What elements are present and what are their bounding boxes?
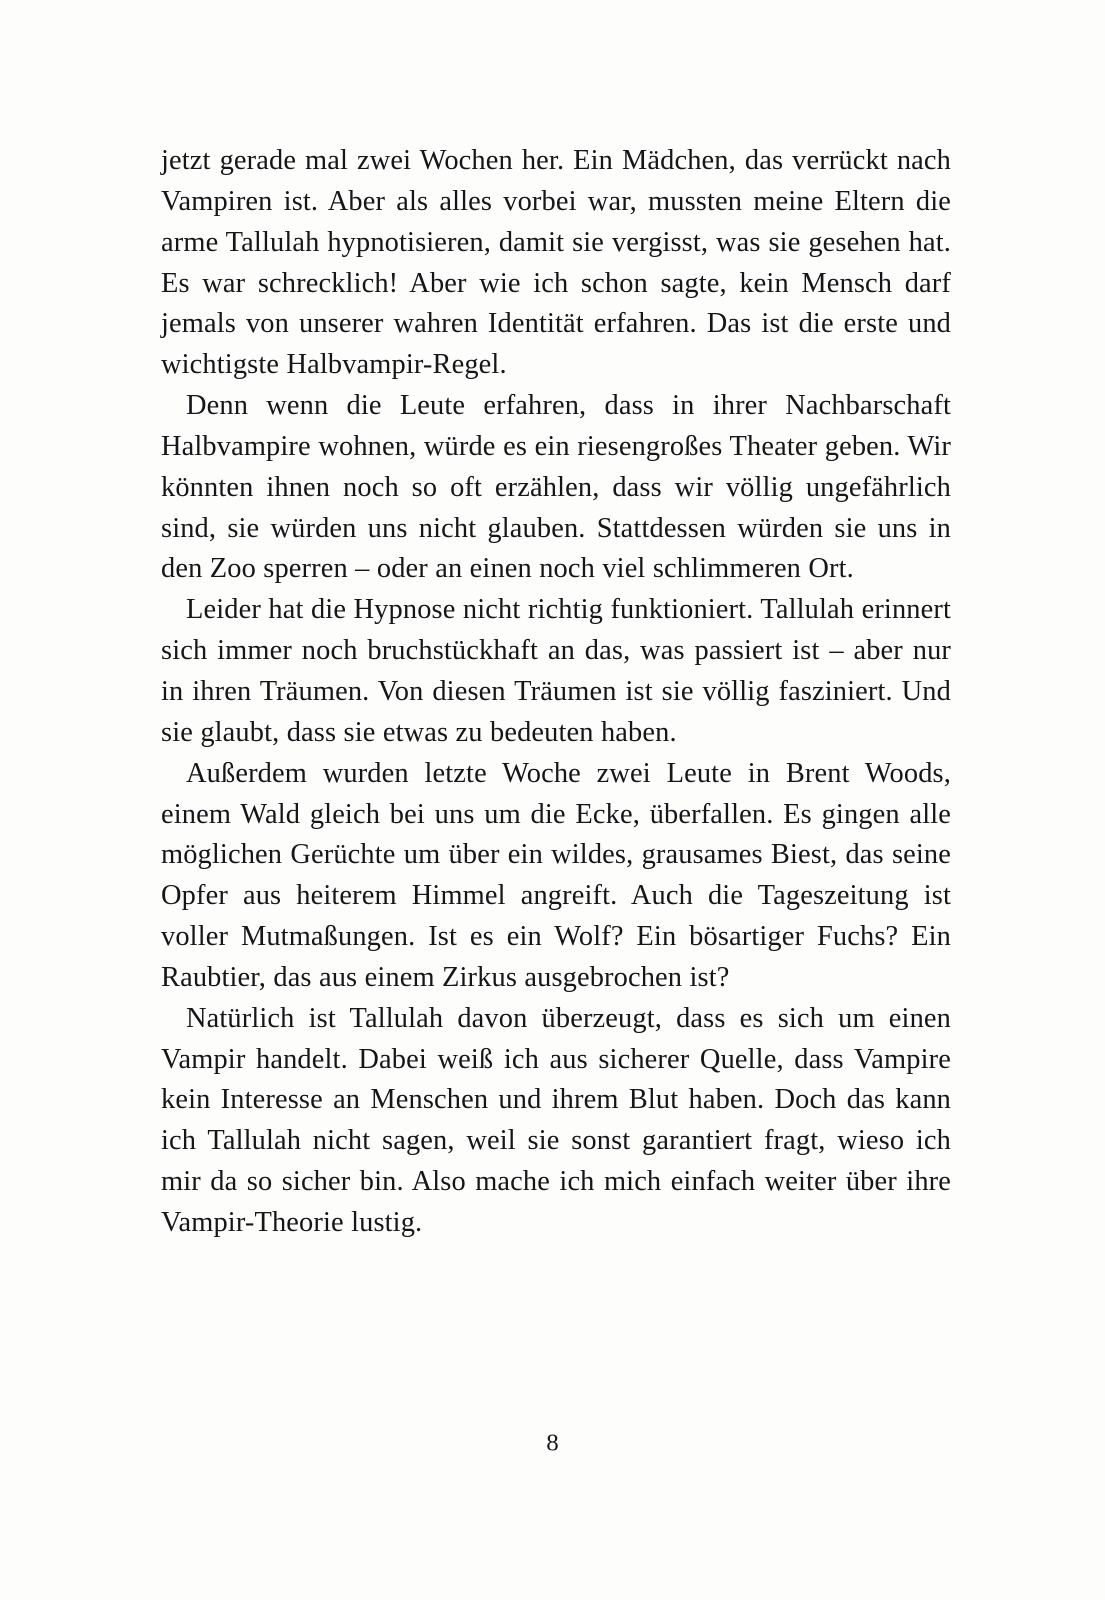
paragraph-3: Leider hat die Hypnose nicht richtig funktioniert. Tallulah erinnert sich immer noch bruchstückhaft an das, was passiert ist – aber nur in ihren Träumen. Von diesen Träumen ist sie völlig fasziniert. Und sie glaubt, dass sie etwas zu bedeuten haben.	[161, 594, 951, 748]
page-number-value: 8	[546, 1430, 559, 1457]
page-text-block	[161, 141, 951, 1244]
paragraph-4: Außerdem wurden letzte Woche zwei Leute in Brent Woods, einem Wald gleich bei uns um die Ecke, überfallen. Es gingen alle möglichen Gerüchte um über ein wildes, grausames Biest, das seine Opfer aus heiterem Himmel angreift. Auch die Tageszeitung ist voller Mutmaßungen. Ist es ein Wolf? Ein bösartiger Fuchs? Ein Raubtier, das aus einem Zirkus ausgebrochen ist?	[161, 757, 951, 993]
paragraph-2: Denn wenn die Leute erfahren, dass in ihrer Nachbarschaft Halbvampire wohnen, würde es ein riesengroßes Theater geben. Wir könnten ihnen noch so oft erzählen, dass wir völlig ungefährlich sind, sie würden uns nicht glauben. Stattdessen würden sie uns in den Zoo sperren – oder an einen noch viel schlimmeren Ort.	[161, 390, 951, 585]
page-number	[0, 1428, 1105, 1455]
paragraph-continuation: jetzt gerade mal zwei Wochen her. Ein Mädchen, das verrückt nach Vampiren ist. Aber als alles vorbei war, mussten meine Eltern die arme Tallulah hypnotisieren, damit sie vergisst, was sie gesehen hat. Es war schrecklich! Aber wie ich schon sagte, kein Mensch darf jemals von unserer wahren Identität erfahren. Das ist die erste und wichtigste Halbvampir-Regel.	[161, 145, 951, 381]
paragraph-5: Natürlich ist Tallulah davon überzeugt, dass es sich um einen Vampir handelt. Dabei weiß ich aus sicherer Quelle, dass Vampire kein Interesse an Menschen und ihrem Blut haben. Doch das kann ich Tallulah nicht sagen, weil sie sonst garantiert fragt, wieso ich mir da so sicher bin. Also mache ich mich einfach weiter über ihre Vampir-Theorie lustig.	[161, 1002, 951, 1238]
